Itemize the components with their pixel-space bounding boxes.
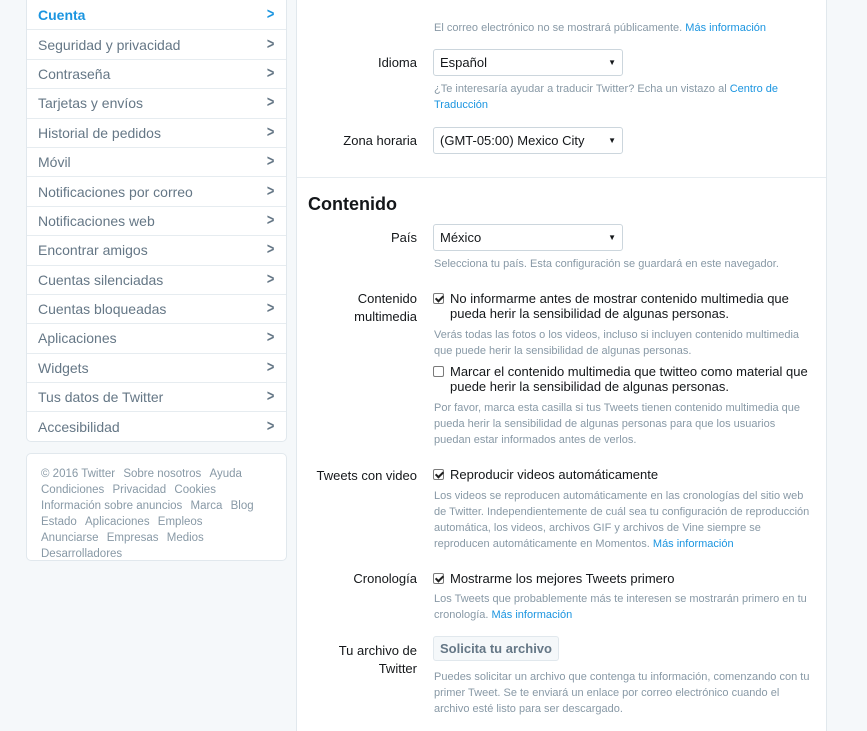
footer-link[interactable]: Condiciones [41,483,105,496]
sidebar-item-label: Cuenta [38,6,86,23]
chevron-right-icon: > [266,35,275,53]
chevron-right-icon: > [266,270,275,288]
sidebar-item-historial[interactable] [27,118,286,147]
sidebar-item-label: Encontrar amigos [38,242,148,259]
autoplay-video-checkbox[interactable]: Reproducir videos automáticamente [433,467,813,482]
footer-link[interactable]: Medios [166,531,204,544]
footer-link[interactable]: Aplicaciones [85,515,150,528]
sidebar-item-label: Cuentas bloqueadas [38,301,167,318]
dropdown-arrow-icon: ▼ [608,58,616,67]
sidebar-item-tarjetas[interactable] [27,88,286,117]
sidebar-item-label: Seguridad y privacidad [38,36,181,53]
settings-content [296,0,827,731]
checkbox-checked-icon[interactable] [433,573,444,584]
chevron-right-icon: > [266,417,275,435]
chevron-right-icon: > [266,5,275,23]
sidebar-item-aplicaciones[interactable] [27,323,286,352]
chevron-right-icon: > [266,94,275,112]
more-info-link[interactable]: Más información [491,609,573,621]
chevron-right-icon: > [266,388,275,406]
footer-link[interactable]: Ayuda [209,467,242,480]
more-info-link[interactable]: Más información [685,22,766,34]
language-label: Idioma [377,55,417,70]
footer-link[interactable]: Desarrolladores [41,547,123,560]
sidebar-item-seguridad[interactable] [27,29,286,58]
chevron-right-icon: > [266,300,275,318]
footer-link[interactable]: Estado [41,515,77,528]
footer-link[interactable]: Sobre nosotros [123,467,202,480]
sidebar-item-label: Aplicaciones [38,330,117,347]
sidebar-item-bloqueadas[interactable] [27,294,286,323]
country-hint: Selecciona tu país. Esta configuración se guardará en este navegador. [434,258,779,270]
chevron-right-icon: > [266,358,275,376]
sidebar-item-notif-correo[interactable] [27,176,286,205]
chevron-right-icon: > [266,182,275,200]
chevron-right-icon: > [266,241,275,259]
best-tweets-checkbox[interactable]: Mostrarme los mejores Tweets primero [433,571,813,586]
timezone-label: Zona horaria [343,133,417,148]
footer-link[interactable]: Marca [190,499,223,512]
content-section-title: Contenido [308,194,397,214]
dropdown-arrow-icon: ▼ [608,233,616,242]
autoplay-video-hint: Los videos se reproducen automáticamente en las cronologías del sitio web de Twitter. Independientemente de cuál sea tu configuración de reproducción automática, los videos, archivos GIF y archivos de Vine siempre se reproducen automáticamente en Momentos. Más información [434,490,810,550]
footer-link[interactable]: Cookies [174,483,216,496]
chevron-right-icon: > [266,153,275,171]
sidebar-item-movil[interactable] [27,147,286,176]
video-label: Tweets con video [316,468,417,483]
media-label: Contenido multimedia [354,291,417,324]
footer-link[interactable]: Empleos [157,515,203,528]
sidebar-item-label: Widgets [38,359,89,376]
sidebar-item-notif-web[interactable] [27,206,286,235]
language-select[interactable]: Español ▼ [433,49,623,76]
country-label: País [390,230,417,245]
sidebar-item-label: Móvil [38,154,71,171]
sidebar-item-accesibilidad[interactable] [27,411,286,440]
translate-hint: ¿Te interesaría ayudar a traducir Twitter? Echa un vistazo al Centro de Traducción [434,83,779,111]
settings-nav [26,0,287,442]
footer-links [26,453,287,561]
footer-link[interactable]: Información sobre anuncios [41,499,183,512]
sidebar-item-label: Historial de pedidos [38,124,161,141]
sidebar-item-label: Notificaciones web [38,212,155,229]
archive-label: Tu archivo de Twitter [338,643,417,676]
sidebar-item-widgets[interactable] [27,353,286,382]
checkbox-checked-icon[interactable] [433,469,444,480]
sidebar-item-label: Cuentas silenciadas [38,271,164,288]
footer-link[interactable]: Empresas [106,531,159,544]
timeline-label: Cronología [353,571,417,586]
translation-center-link[interactable]: Centro de Traducción [434,83,779,111]
sidebar-item-cuenta[interactable] [27,0,286,29]
sidebar [26,0,287,561]
sidebar-item-contrasena[interactable] [27,59,286,88]
footer-link[interactable]: Privacidad [112,483,167,496]
archive-hint: Puedes solicitar un archivo que contenga tu información, comenzando con tu primer Tweet. Se te enviará un enlace por correo electrónico cuando el archivo esté listo para ser descargado. [434,671,810,715]
sensitive-media-checkbox[interactable]: No informarme antes de mostrar contenido multimedia que pueda herir la sensibilidad de algunas personas. [433,291,813,321]
request-archive-button[interactable]: Solicita tu archivo [433,636,559,661]
timezone-select[interactable]: (GMT-05:00) Mexico City ▼ [433,127,623,154]
chevron-right-icon: > [266,123,275,141]
country-select[interactable]: México ▼ [433,224,623,251]
sidebar-item-label: Tus datos de Twitter [38,389,164,406]
more-info-link[interactable]: Más información [652,538,734,550]
timeline-hint: Los Tweets que probablemente más te interesen se mostrarán primero en tu cronología. Más información [434,593,807,621]
checkbox-unchecked-icon[interactable] [433,366,444,377]
sidebar-item-silenciadas[interactable] [27,265,286,294]
mark-media-hint: Por favor, marca esta casilla si tus Tweets tienen contenido multimedia que pueda herir la sensibilidad de algunas personas para que los usuarios puedan estar informados antes de verlos. [434,402,801,446]
sidebar-item-encontrar-amigos[interactable] [27,235,286,264]
chevron-right-icon: > [266,211,275,229]
chevron-right-icon: > [266,64,275,82]
footer-link[interactable]: Anunciarse [41,531,99,544]
mark-media-sensitive-checkbox[interactable]: Marcar el contenido multimedia que twitteo como material que puede herir la sensibilidad de algunas personas. [433,364,813,394]
sensitive-media-hint: Verás todas las fotos o los videos, incluso si incluyen contenido multimedia que puede herir la sensibilidad de algunas personas. [434,329,800,357]
sidebar-item-label: Tarjetas y envíos [38,95,144,112]
dropdown-arrow-icon: ▼ [608,136,616,145]
footer-copyright: © 2016 Twitter [41,467,116,480]
sidebar-item-tus-datos[interactable] [27,382,286,411]
sidebar-item-label: Notificaciones por correo [38,183,193,200]
email-hint: El correo electrónico no se mostrará públicamente. Más información [434,22,766,34]
sidebar-item-label: Contraseña [38,65,111,82]
chevron-right-icon: > [266,329,275,347]
footer-link[interactable]: Blog [230,499,254,512]
section-divider [297,177,826,178]
checkbox-checked-icon[interactable] [433,293,444,304]
sidebar-item-label: Accesibilidad [38,418,120,435]
